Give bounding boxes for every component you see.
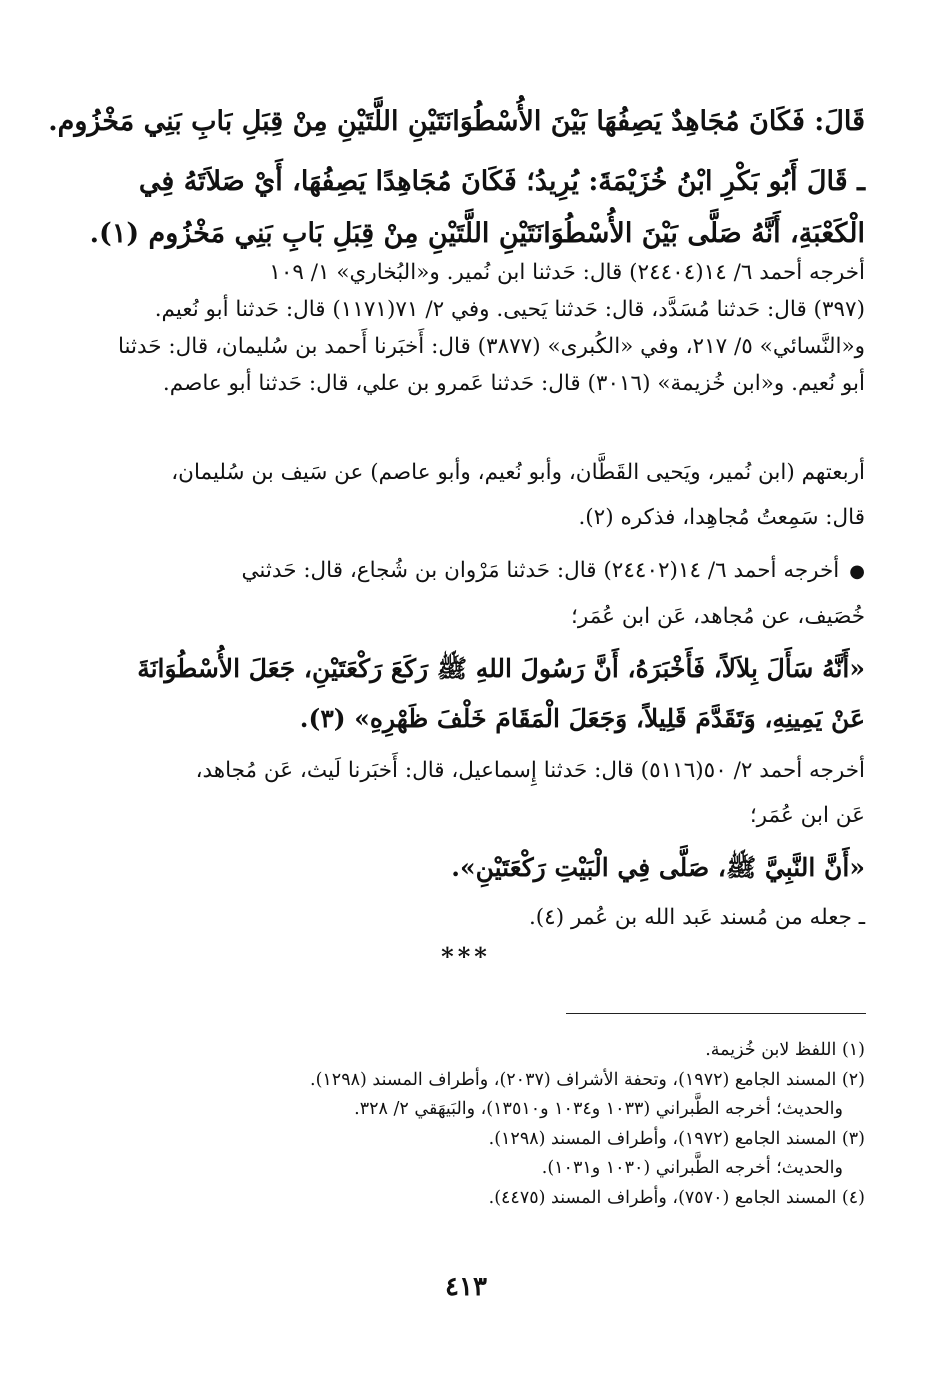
text-paragraph-2 (89, 156, 865, 260)
citation-paragraph-4 (125, 748, 865, 838)
text-paragraph-1 (48, 98, 865, 146)
text-line: عَنْ يَمِينِهِ، وَتَقَدَّمَ قَلِيلاً، وَجَعَلَ الْمَقَامَ خَلْفَ ظَهْرِهِ» (٣). (299, 704, 865, 733)
text-line: و«النَّسائي» ٥/ ٢١٧، وفي «الكُبرى» (٣٨٧٧) قال: أَخبَرنا أَحمد بن سُليمان، قال: حَدثنا (118, 334, 865, 359)
footnote-line: (٣) المسند الجامع (١٩٧٢)، وأطراف المسند (١٢٩٨). (488, 1128, 865, 1149)
hadith-paragraph-1 (125, 644, 865, 744)
text-line: ـ قَالَ أَبُو بَكْرِ ابْنُ خُزَيْمَةَ: يُرِيدُ؛ فَكَانَ مُجَاهِدًا يَصِفُهَا، أَيْ صَلاَتَهُ فِي (138, 166, 865, 197)
text-line: «أَنَّهُ سَأَلَ بِلاَلاً، فَأَخْبَرَهُ، أَنَّ رَسُولَ اللهِ ﷺ رَكَعَ رَكْعَتَيْنِ، جَعَلَ الأُسْطُوَانَةَ (137, 654, 865, 683)
text-line: أخرجه أحمد ٢/ ٥٠(٥١١٦) قال: حَدثنا إِسماعيل، قال: أَخبَرنا لَيث، عَن مُجاهد، (195, 758, 865, 783)
text-line: قَالَ: فَكَانَ مُجَاهِدٌ يَصِفُهَا بَيْنَ الأُسْطُوَانَتَيْنِ اللَّتَيْنِ مِنْ قِبَلِ بَابِ بَنِي مَخْزُوم. (48, 106, 865, 137)
text-line-content: أخرجه أحمد ٦/ ١٤(٢٤٤٠٢) قال: حَدثنا مَرْوان بن شُجاع، قال: حَدثني (241, 558, 840, 583)
text-line: أبو نُعيم. و«ابن خُزيمة» (٣٠١٦) قال: حَدثنا عَمرو بن علي، قال: حَدثنا أبو عاصم. (162, 371, 865, 396)
footnote-line: (٢) المسند الجامع (١٩٧٢)، وتحفة الأشراف (٢٠٣٧)، وأطراف المسند (١٢٩٨). (310, 1069, 865, 1090)
citation-paragraph-1 (118, 254, 865, 402)
text-line: «أَنَّ النَّبِيَّ ﷺ، صَلَّى فِي الْبَيْتِ رَكْعَتَيْنِ». (451, 853, 865, 882)
footnote-line: (٤) المسند الجامع (٧٥٧٠)، وأطراف المسند (٤٤٧٥). (488, 1187, 865, 1208)
text-line: خُصَيف، عن مُجاهد، عَن ابن عُمَر؛ (571, 604, 865, 629)
text-line: أربعتهم (ابن نُمير، ويَحيى القَطَّان، وأبو نُعيم، وأبو عاصم) عن سَيف بن سُليمان، (171, 460, 865, 485)
text-line: قال: سَمِعتُ مُجاهِدا، فذكره (٢). (578, 505, 865, 530)
footnote-divider (566, 1013, 866, 1014)
text-line: عَن ابن عُمَر؛ (749, 803, 865, 828)
text-line: أخرجه أحمد ٦/ ١٤(٢٤٤٠٤) قال: حَدثنا ابن نُمير. و«البُخاري» ١/ ١٠٩ (269, 260, 865, 285)
footnote-line: والحديث؛ أخرجه الطَّبراني (١٠٣٠ و١٠٣١). (541, 1158, 843, 1178)
text-line: ـ جعله من مُسند عَبد الله بن عُمر (٤). (528, 905, 865, 930)
footnotes (125, 1036, 865, 1213)
hadith-paragraph-2 (451, 845, 865, 891)
footnote-line: (١) اللفظ لابن خُزيمة. (705, 1040, 865, 1060)
citation-paragraph-2 (125, 450, 865, 540)
section-separator-stars: *** (441, 942, 491, 971)
text-line (125, 548, 865, 594)
note-paragraph (485, 897, 865, 939)
footnote-line: والحديث؛ أخرجه الطَّبراني (١٠٣٣ و١٠٣٤ و١٣٥١٠)، والبَيهَقي ٢/ ٣٢٨. (354, 1099, 843, 1119)
bullet-icon: ● (849, 561, 865, 582)
text-line: الْكَعْبَةِ، أَنَّهُ صَلَّى بَيْنَ الأُسْطُوَانَتَيْنِ اللَّتَيْنِ مِنْ قِبَلِ بَابِ بَنِي مَخْزُوم (١). (89, 218, 865, 249)
text-line: (٣٩٧) قال: حَدثنا مُسَدَّد، قال: حَدثنا يَحيى. وفي ٢/ ٧١(١١٧١) قال: حَدثنا أبو نُعيم. (154, 297, 865, 322)
citation-paragraph-3 (125, 548, 865, 639)
page-number: ٤١٣ (445, 1272, 487, 1302)
